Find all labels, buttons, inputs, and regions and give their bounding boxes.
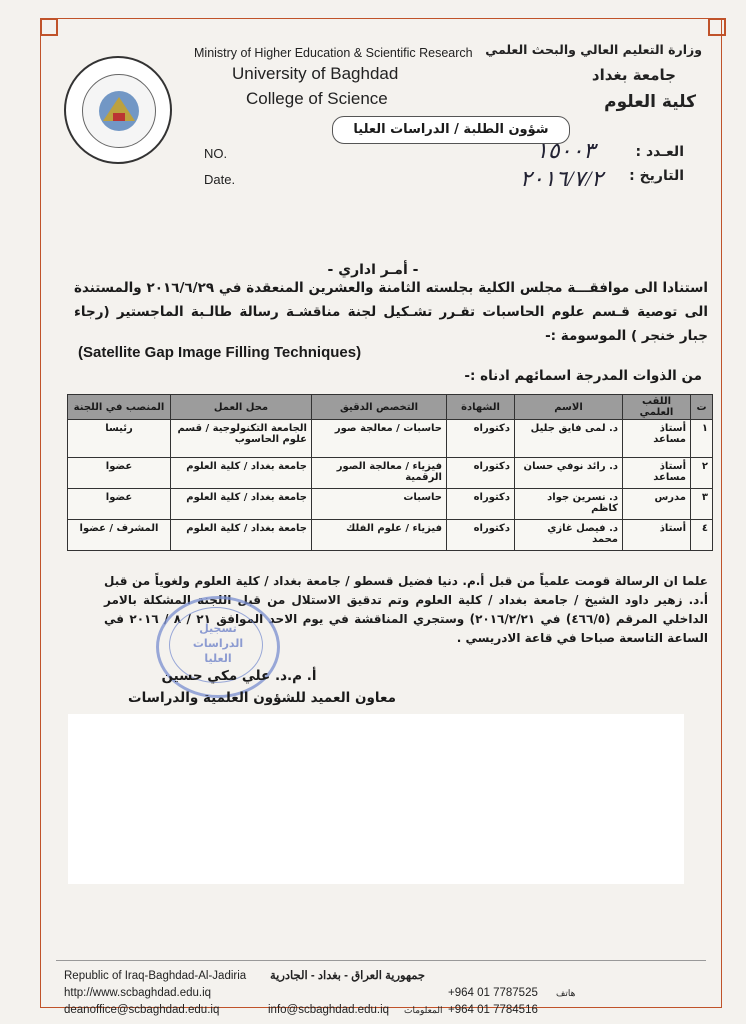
table-cell: دكتوراه [447,520,515,551]
footer-website: http://www.scbaghdad.edu.iq [64,987,212,999]
table-cell: فيزياء / علوم الفلك [312,520,447,551]
footer-info-phone: +964 01 7784516 [448,1004,538,1016]
committee-table [67,394,713,551]
table-cell: حاسبات / معالجة صور [312,420,447,458]
table-cell: ١ [691,420,713,458]
table-header-row [68,395,713,420]
decision-paragraph: استنادا الى موافقـــة مجلس الكلية بجلسته الثامنة والعشرين المنعقدة في ٢٠١٦/٦/٢٩ والمستندة الى توصية قـسم علوم الحاسبات تقـرر تشـكيل لجنة مناقشـة رسالة طالـبة الماجستير (رجاء جبار خنجر ) الموسومة :- [74,280,709,344]
col-header: الاسم [515,395,623,420]
logo-emblem-icon [82,74,156,148]
table-cell: جامعة بغداد / كلية العلوم [171,489,312,520]
table-cell: الجامعة التكنولوجية / قسم علوم الحاسوب [171,420,312,458]
footer-dean-email: deanoffice@scbaghdad.edu.iq [64,1004,220,1016]
university-ar: جامعة بغداد [591,66,676,84]
table-row [68,489,713,520]
signatory-name: أ. م.د. علي مكي حسين [161,668,317,684]
university-logo [64,56,172,164]
stamp-text: تسجيل الدراسات العليا [192,622,244,665]
college-ar: كلية العلوم [604,92,696,112]
table-cell: أستاذ مساعد [623,458,691,489]
redacted-area [68,714,684,884]
closing-paragraph: علما ان الرسالة قومت علمياً من قبل أ.م. دنيا فضيل قسطو / جامعة بغداد / كلية العلوم ولغوياً من قبل أ.د. زهير داود الشيخ / جامعة بغداد / كلية العلوم وتم تدقيق الاستلال من قبل اللجنة المشكلة بالامر الداخلي المرقم (٤٦٦/٥) في ٢٠١٦/٢/٢١) وستجري المناقشة في يوم الاحد الموافق ٢١ / ٨ / ٢٠١٦ في الساعة التاسعة صباحا في قاعة الادريسي . [104,574,708,645]
footer-phone: +964 01 7787525 [448,987,538,999]
table-cell: المشرف / عضوا [68,520,171,551]
date-label: Date. [204,172,236,187]
table-cell: جامعة بغداد / كلية العلوم [171,458,312,489]
table-cell: دكتوراه [447,420,515,458]
no-label-ar: العـدد : [635,144,684,160]
table-cell: أستاذ [623,520,691,551]
thesis-title: (Satellite Gap Image Filling Techniques) [78,344,362,361]
table-cell: دكتوراه [447,489,515,520]
order-title: - أمـر اداري - [327,262,419,278]
table-cell: د. رائد نوفي حسان [515,458,623,489]
corner-ornament [708,18,726,36]
table-cell: فيزياء / معالجة الصور الرقمية [312,458,447,489]
no-label: NO. [204,146,228,161]
table-cell: عضوا [68,458,171,489]
reference-number-handwritten: ١٥٠٠٣ [536,138,596,163]
footer-phone-label: هاتف [556,988,576,998]
col-header: ت [691,395,713,420]
date-handwritten: ٢٠١٦/٧/٢ [520,166,604,191]
table-cell: جامعة بغداد / كلية العلوم [171,520,312,551]
table-cell: مدرس [623,489,691,520]
table-cell: عضوا [68,489,171,520]
date-label-ar: التاريخ : [629,168,684,184]
table-cell: دكتوراه [447,458,515,489]
col-header: التخصص الدقيق [312,395,447,420]
col-header: الشهادة [447,395,515,420]
table-cell: د. لمى فايق جليل [515,420,623,458]
footer-divider [56,960,706,961]
col-header: اللقب العلمي [623,395,691,420]
listing-intro: من الذوات المدرجة اسمائهم ادناه :- [464,368,702,384]
col-header: المنصب في اللجنة [68,395,171,420]
university-en: University of Baghdad [232,64,399,83]
table-cell: د. فيصل غازي محمد [515,520,623,551]
table-cell: د. نسرين جواد كاظم [515,489,623,520]
table-cell: رئيسا [68,420,171,458]
corner-ornament [40,18,58,36]
ministry-en: Ministry of Higher Education & Scientific Research [194,46,473,60]
footer-address-en: Republic of Iraq-Baghdad-Al-Jadiria [64,970,247,982]
department-banner: شؤون الطلبة / الدراسات العليا [332,116,570,144]
table-cell: أستاذ مساعد [623,420,691,458]
table-cell: ٤ [691,520,713,551]
ministry-ar: وزارة التعليم العالي والبحث العلمي [485,42,702,57]
table-row [68,520,713,551]
footer-info-email: info@scbaghdad.edu.iq [268,1004,390,1016]
footer-address-ar: جمهورية العراق - بغداد - الجادرية [270,970,426,982]
table-cell: حاسبات [312,489,447,520]
footer-info-label: المعلومات [404,1005,443,1015]
table-cell: ٣ [691,489,713,520]
table-row [68,420,713,458]
signatory-title: معاون العميد للشؤون العلمية والدراسات [128,690,396,706]
col-header: محل العمل [171,395,312,420]
college-en: College of Science [246,89,388,108]
table-cell: ٢ [691,458,713,489]
table-row [68,458,713,489]
